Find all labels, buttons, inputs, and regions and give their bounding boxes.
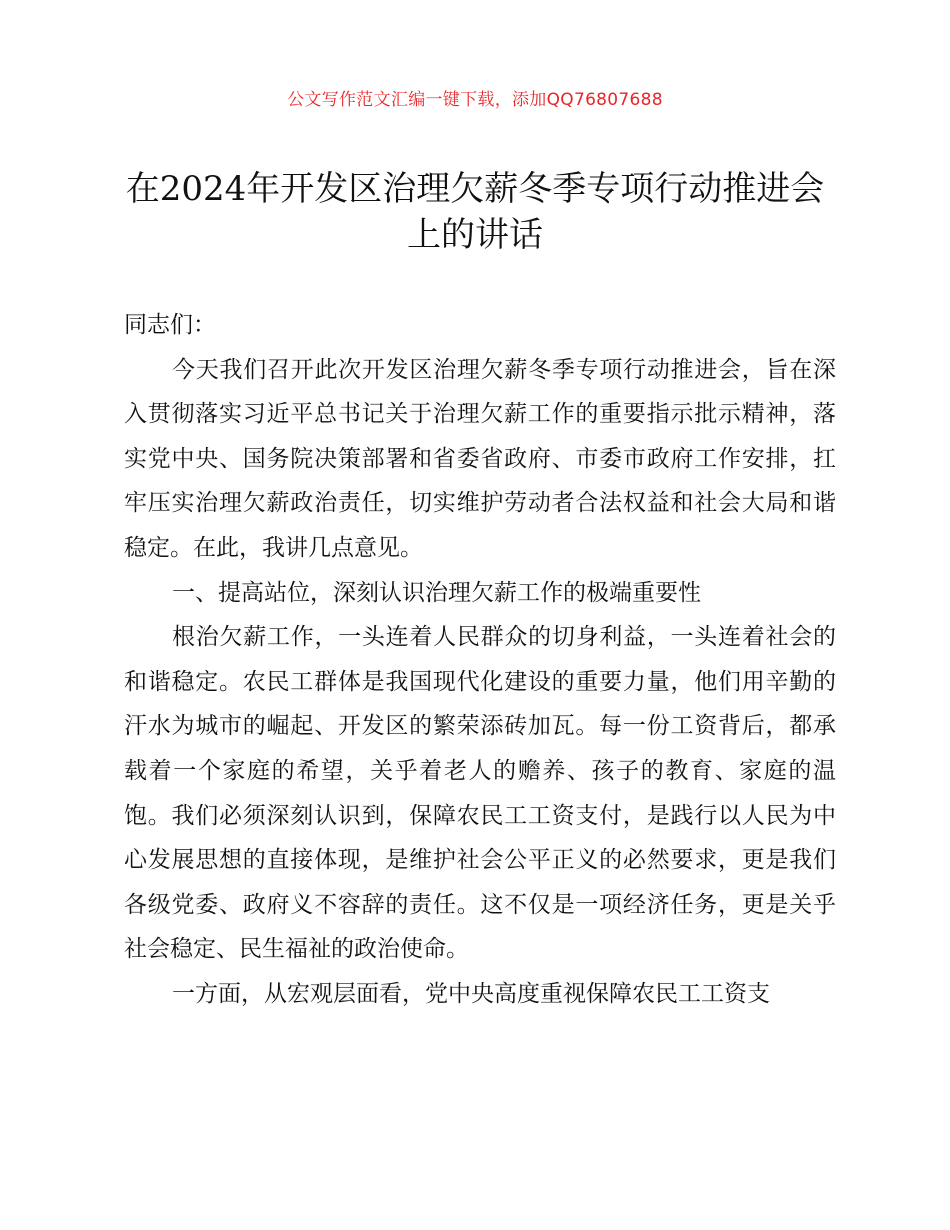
- section-1-paragraph-2: 一方面，从宏观层面看，党中央高度重视保障农民工工资支: [172, 980, 770, 1007]
- salutation: 同志们：: [124, 312, 216, 338]
- section-1-paragraph-1: 根治欠薪工作，一头连着人民群众的切身利益，一头连着社会的和谐稳定。农民工群体是我国现代化建设的重要力量，他们用辛勤的汗水为城市的崛起、开发区的繁荣添砖加瓦。每一份工资背后，都承载着一个家庭的希望，关乎着老人的赡养、孩子的教育、家庭的温饱。我们必须深刻认识到，保障农民工工资支付，是践行以人民为中心发展思想的直接体现，是维护社会公平正义的必然要求，更是我们各级党委、政府义不容辞的责任。这不仅是一项经济任务，更是关乎社会稳定、民生福祉的政治使命。: [124, 624, 836, 963]
- intro-paragraph: 今天我们召开此次开发区治理欠薪冬季专项行动推进会，旨在深入贯彻落实习近平总书记关于治理欠薪工作的重要指示批示精神，落实党中央、国务院决策部署和省委省政府、市委市政府工作安排，扛牢压实治理欠薪政治责任，切实维护劳动者合法权益和社会大局和谐稳定。在此，我讲几点意见。: [124, 356, 836, 561]
- document-body: [124, 303, 836, 1017]
- download-banner: 公文写作范文汇编一键下载，添加QQ76807688: [287, 90, 663, 110]
- page-title: 在2024年开发区治理欠薪冬季专项行动推进会上的讲话: [125, 169, 825, 255]
- section-heading-1: 一、提高站位，深刻认识治理欠薪工作的极端重要性: [172, 579, 701, 606]
